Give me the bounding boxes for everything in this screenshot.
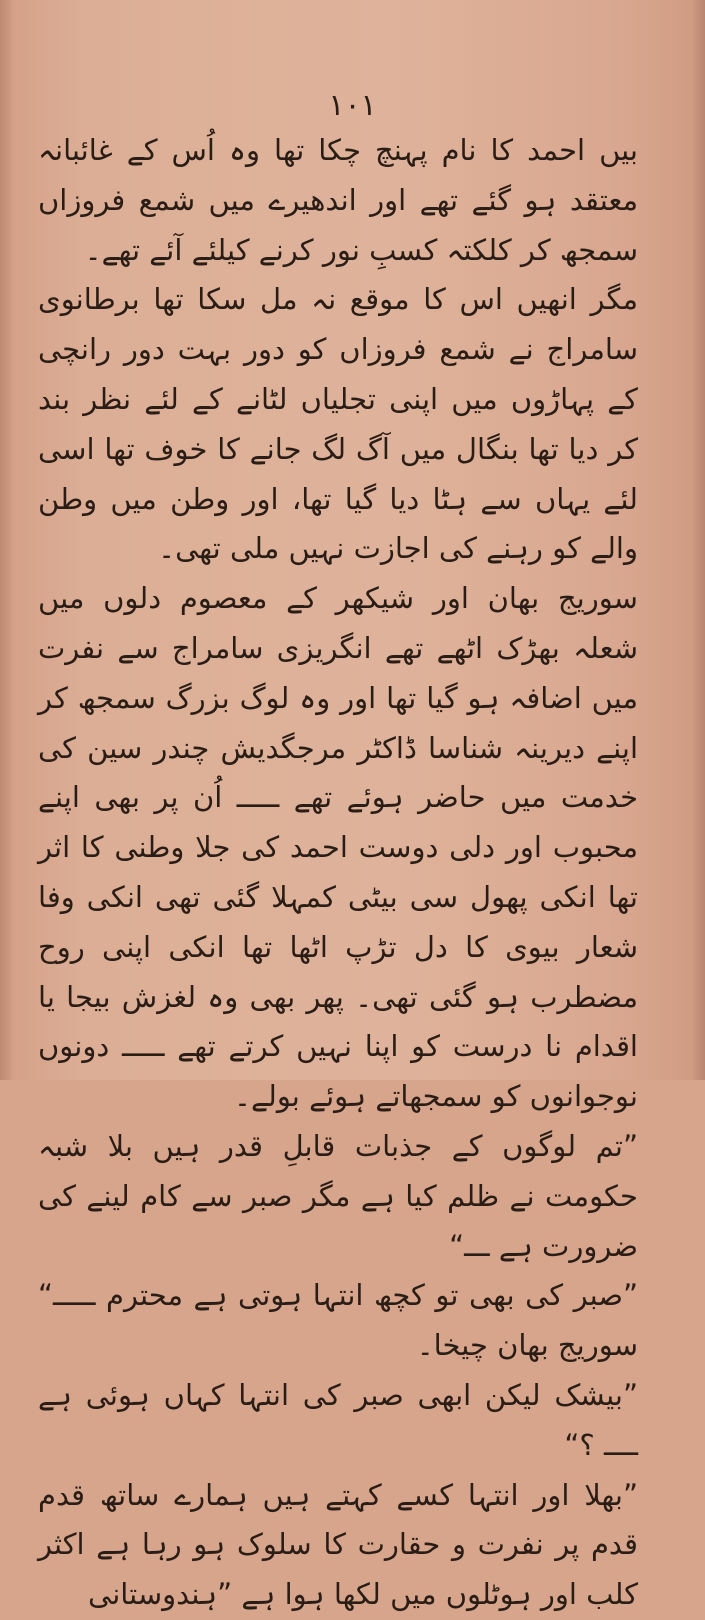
paragraph: بیں احمد کا نام پہنچ چکا تھا وہ اُس کے غائبانہ معتقد ہو گئے تھے اور اندھیرے میں شمع فروزاں سمجھ کر کلکتہ کسبِ نور کرنے کیلئے آئے تھے۔ xyxy=(38,133,638,267)
paragraph: ”بھلا اور انتہا کسے کہتے ہیں ہمارے ساتھ قدم قدم پر نفرت و حقارت کا سلوک ہو رہا ہے اکثر کلب اور ہوٹلوں میں لکھا ہوا ہے ”ہندوستانی xyxy=(38,1477,638,1612)
paragraph: ”صبر کی بھی تو کچھ انتہا ہوتی ہے محترم ـــــ“ سوریج بھان چیخا۔ xyxy=(38,1278,638,1363)
page-edge-shadow-right xyxy=(691,0,705,1080)
page-number: ١٠١ xyxy=(328,88,377,123)
paragraph: ”تم لوگوں کے جذبات قابلِ قدر ہیں بلا شبہ حکومت نے ظلم کیا ہے مگر صبر سے کام لینے کی ضرورت ہے ـــ“ xyxy=(38,1128,638,1263)
paragraph: سوریج بھان اور شیکھر کے معصوم دلوں میں شعلہ بھڑک اٹھے تھے انگریزی سامراج سے نفرت میں اضافہ ہو گیا تھا اور وہ لوگ بزرگ سمجھ کر اپنے دیرینہ شناسا ڈاکٹر مرجگدیش چندر سین کی خدمت میں حاضر ہوئے تھے ـــــ اُن پر بھی اپنے محبوب اور دلی دوست احمد کی جلا وطنی کا اثر تھا انکی پھول سی بیٹی کمہلا گئی تھی انکی وفا شعار بیوی کا دل تڑپ اٹھا تھا انکی اپنی روح مضطرب ہو گئی تھی۔ پھر بھی وہ لغزش بیجا یا اقدام نا درست کو اپنا نہیں کرتے تھے ـــــ دونوں نوجوانوں کو سمجھاتے ہوئے بولے۔ xyxy=(38,581,638,1114)
paragraph: مگر انھیں اس کا موقع نہ مل سکا تھا برطانوی سامراج نے شمع فروزاں کو دور بہت دور رانچی کے پہاڑوں میں اپنی تجلیاں لٹانے کے لئے نظر بند کر دیا تھا بنگال میں آگ لگ جانے کا خوف تھا اسی لئے یہاں سے ہٹا دیا گیا تھا، اور وطن میں وطن والے کو رہنے کی اجازت نہیں ملی تھی۔ xyxy=(38,282,638,566)
page-edge-shadow-left xyxy=(0,0,14,1080)
page-body-text xyxy=(38,126,638,1620)
paragraph: ”بیشک لیکن ابھی صبر کی انتہا کہاں ہوئی ہے ــــ ؟“ xyxy=(38,1377,638,1462)
